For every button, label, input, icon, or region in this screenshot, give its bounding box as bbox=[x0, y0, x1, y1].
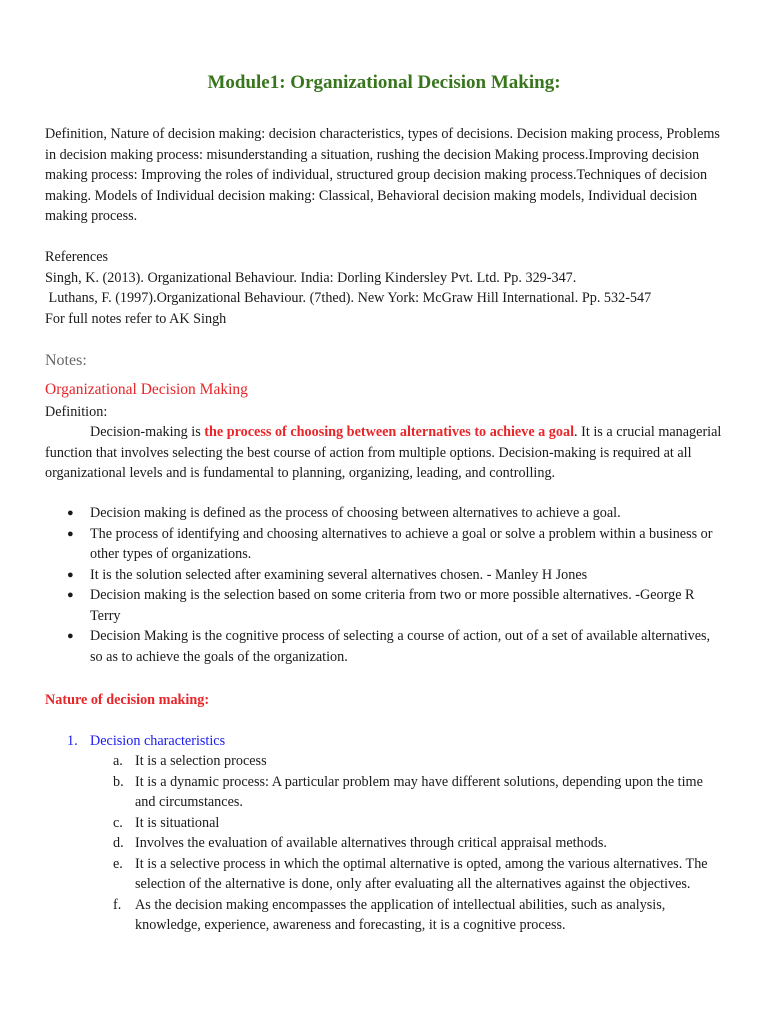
bullet-text: Decision making is defined as the process of choosing between alternatives to achieve a goal. bbox=[90, 505, 621, 521]
definition-label: Definition: bbox=[45, 404, 108, 420]
item-text: It is a selection process bbox=[135, 753, 267, 769]
bullet-icon: ● bbox=[67, 527, 74, 540]
list-item bbox=[45, 524, 725, 565]
page-title: Module1: Organizational Decision Making: bbox=[207, 72, 561, 93]
characteristics-list bbox=[113, 751, 725, 936]
section-heading: Organizational Decision Making bbox=[45, 381, 248, 398]
bullet-icon: ● bbox=[67, 568, 74, 581]
bullet-text: Decision Making is the cognitive process of selecting a course of action, out of a set of available alternatives, so as to achieve the goals of the organization. bbox=[90, 628, 711, 665]
definition-text-before: Decision-making is bbox=[90, 424, 205, 440]
list-item bbox=[113, 895, 725, 936]
list-item bbox=[113, 833, 725, 854]
nature-heading: Nature of decision making: bbox=[45, 692, 210, 708]
notes-heading: Notes: bbox=[45, 352, 87, 369]
bullet-text: Decision making is the selection based on some criteria from two or more possible alternatives. -George R Terry bbox=[90, 587, 695, 624]
bullet-icon: ● bbox=[67, 630, 74, 642]
definition-bullet-list bbox=[45, 503, 725, 667]
item-letter: a. bbox=[113, 753, 123, 769]
list-item bbox=[45, 626, 725, 667]
list-item bbox=[45, 585, 725, 626]
reference-item: Singh, K. (2013). Organizational Behaviour. India: Dorling Kindersley Pvt. Ltd. Pp. 329-347. bbox=[45, 269, 577, 286]
item-letter: f. bbox=[113, 896, 122, 913]
bullet-icon: ● bbox=[67, 507, 74, 519]
reference-item: For full notes refer to AK Singh bbox=[45, 310, 227, 327]
item-letter: c. bbox=[113, 814, 123, 831]
references-section bbox=[45, 247, 725, 329]
definition-paragraph bbox=[45, 422, 725, 484]
bullet-icon: ● bbox=[67, 589, 74, 601]
item-text: It is a dynamic process: A particular problem may have different solutions, depending upon the time and circumstances. bbox=[135, 773, 703, 810]
list-item bbox=[113, 772, 725, 813]
item-text: As the decision making encompasses the application of intellectual abilities, such as analysis, knowledge, experience, awareness and forecasting, it is a cognitive process. bbox=[135, 896, 666, 933]
characteristics-number: 1. bbox=[67, 733, 78, 749]
definition-highlight: the process of choosing between alternatives to achieve a goal bbox=[204, 424, 575, 440]
references-heading: References bbox=[45, 249, 109, 265]
bullet-text: The process of identifying and choosing alternatives to achieve a goal or solve a problem within a business or other types of organizations. bbox=[90, 525, 713, 562]
item-letter: e. bbox=[113, 855, 123, 872]
item-text: It is a selective process in which the optimal alternative is opted, among the various alternatives. The selection of the alternative is done, only after evaluating all the alternatives against the objectives. bbox=[135, 855, 708, 892]
reference-item: Luthans, F. (1997).Organizational Behaviour. (7thed). New York: McGraw Hill International. Pp. 532-547 bbox=[45, 290, 652, 306]
list-item bbox=[113, 751, 725, 772]
item-text: Involves the evaluation of available alternatives through critical appraisal methods. bbox=[135, 835, 607, 851]
item-letter: d. bbox=[113, 835, 124, 851]
item-letter: b. bbox=[113, 773, 124, 790]
definition-text-after: . It is a crucial managerial function that involves selecting the best course of action from multiple options. Decision-making is required at all organizational levels and is fundamental to planning, organizing, leading, and controlling. bbox=[45, 424, 722, 481]
intro-paragraph: Definition, Nature of decision making: decision characteristics, types of decisions. Decision making process, Problems in decision making process: misunderstanding a situation, rushing the decision Making process.Improving decision making process: Improving the roles of individual, structured group decision making process.Techniques of decision making. Models of Individual decision making: Classical, Behavioral decision making models, Individual decision making process. bbox=[45, 126, 720, 224]
bullet-text: It is the solution selected after examining several alternatives chosen. - Manley H Jones bbox=[90, 566, 588, 583]
list-item bbox=[45, 503, 725, 524]
characteristics-label: Decision characteristics bbox=[90, 733, 226, 749]
list-item bbox=[113, 854, 725, 895]
list-item bbox=[45, 565, 725, 586]
list-item bbox=[113, 813, 725, 834]
item-text: It is situational bbox=[135, 814, 220, 831]
